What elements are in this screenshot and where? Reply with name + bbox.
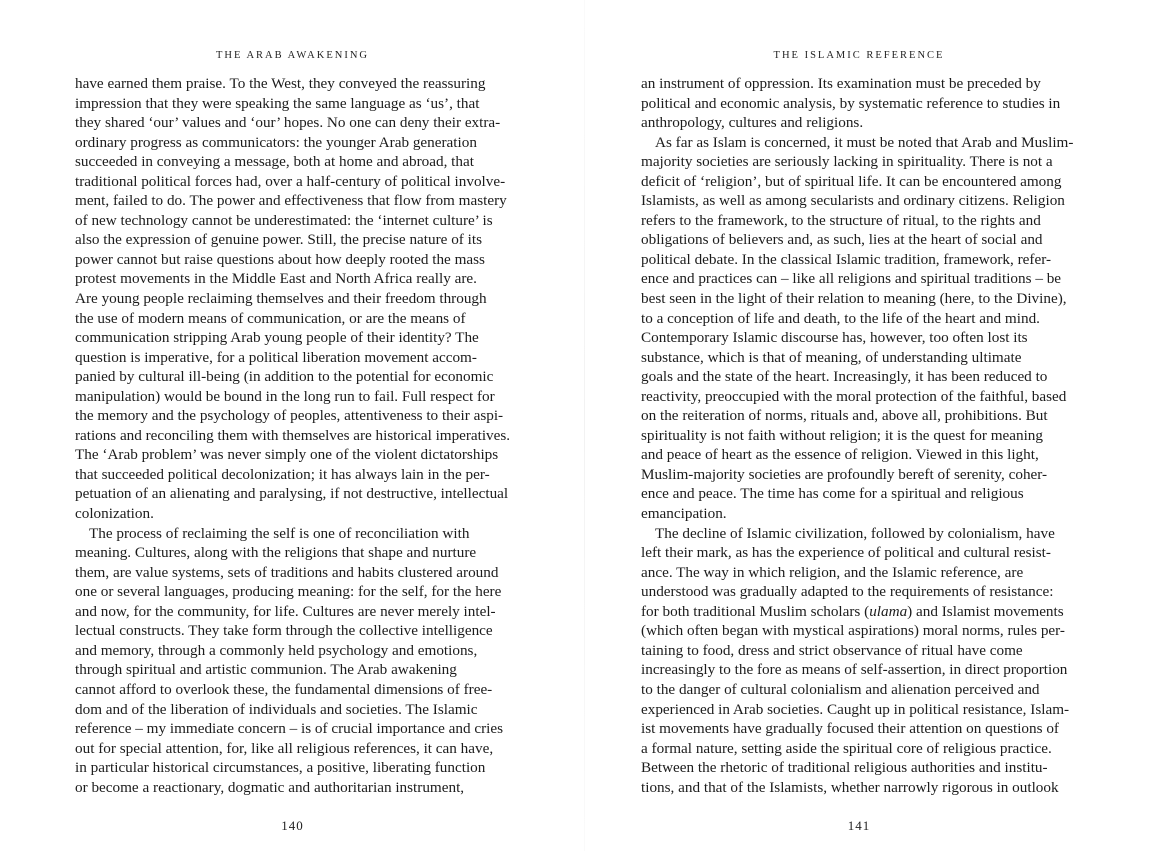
text-line: Are young people reclaiming themselves and their freedom through	[75, 290, 487, 308]
text-line: Muslim-majority societies are profoundly bereft of serenity, coher-	[641, 465, 1048, 483]
text-line: As far as Islam is concerned, it must be noted that Arab and Muslim-	[655, 133, 1074, 151]
text-line: left their mark, as has the experience of political and cultural resist-	[641, 544, 1051, 562]
text-line: Between the rhetoric of traditional religious authorities and institu-	[641, 759, 1048, 777]
text-line: of new technology cannot be underestimated: the ‘internet culture’ is	[75, 211, 493, 229]
text-line: they shared ‘our’ values and ‘our’ hopes. No one can deny their extra-	[75, 114, 501, 132]
text-line: majority societies are seriously lacking in spirituality. There is not a	[641, 153, 1053, 171]
text-line: colonization.	[75, 505, 154, 523]
text-line: or become a reactionary, dogmatic and authoritarian instrument,	[75, 778, 465, 796]
text-line: goals and the state of the heart. Increasingly, it has been reduced to	[641, 368, 1048, 386]
text-line: protest movements in the Middle East and North Africa really are.	[75, 270, 477, 288]
text-line: best seen in the light of their relation to meaning (here, to the Divine),	[641, 290, 1067, 308]
text-line: meaning. Cultures, along with the religions that shape and nurture	[75, 544, 477, 562]
text-line: that succeeded political decolonization; it has always lain in the per-	[75, 465, 490, 483]
page-number: 141	[847, 818, 871, 833]
text-line: deficit of ‘religion’, but of spiritual life. It can be encountered among	[641, 172, 1062, 190]
text-line: in particular historical circumstances, a positive, liberating function	[75, 759, 486, 777]
text-line: The decline of Islamic civilization, followed by colonialism, have	[655, 524, 1055, 542]
text-line: ist movements have gradually focused their attention on questions of	[641, 720, 1059, 738]
text-line: through spiritual and artistic communion. The Arab awakening	[75, 661, 457, 679]
running-head: THE ISLAMIC REFERENCE	[773, 50, 945, 61]
text-line: and peace of heart as the essence of religion. Viewed in this light,	[641, 446, 1039, 464]
text-line: a formal nature, setting aside the spiritual core of religious practice.	[641, 739, 1052, 757]
text-line: taining to food, dress and strict observance of ritual have come	[641, 641, 1023, 659]
text-line: ment, failed to do. The power and effectiveness that flow from mastery	[75, 192, 507, 210]
text-line: ence and peace. The time has come for a spiritual and religious	[641, 485, 1024, 503]
text-line: experienced in Arab societies. Caught up in political resistance, Islam-	[641, 700, 1070, 718]
text-line: succeeded in conveying a message, both at home and abroad, that	[75, 153, 474, 171]
text-line: communication stripping Arab young people of their identity? The	[75, 329, 479, 347]
text-line: refers to the framework, to the structure of ritual, to the rights and	[641, 211, 1041, 229]
page-number: 140	[281, 818, 304, 833]
text-line: cannot afford to overlook these, the fundamental dimensions of free-	[75, 680, 493, 698]
text-line: the memory and the psychology of peoples, attentiveness to their aspi-	[75, 407, 504, 425]
text-line: (which often began with mystical aspirations) moral norms, rules per-	[641, 622, 1065, 640]
text-line: out for special attention, for, like all religious references, it can have,	[75, 739, 494, 757]
text-line: anthropology, cultures and religions.	[641, 114, 864, 132]
book-gutter	[584, 0, 585, 851]
text-line: substance, which is that of meaning, of understanding ultimate	[641, 348, 1022, 366]
text-line: understood was gradually adapted to the requirements of resistance:	[641, 583, 1054, 601]
text-line: obligations of believers and, as such, lies at the heart of social and	[641, 231, 1043, 249]
text-line: The process of reclaiming the self is one of reconciliation with	[89, 524, 470, 542]
text-line: and now, for the community, for life. Cultures are never merely intel-	[75, 602, 496, 620]
text-line: dom and of the liberation of individuals and societies. The Islamic	[75, 700, 478, 718]
body-text	[75, 74, 510, 797]
text-line: to the danger of cultural colonialism and alienation perceived and	[641, 680, 1040, 698]
text-line: power cannot but raise questions about how deeply rooted the mass	[75, 250, 485, 268]
text-line: tions, and that of the Islamists, whether narrowly rigorous in outlook	[641, 778, 1059, 796]
running-head: THE ARAB AWAKENING	[216, 50, 369, 61]
text-line: an instrument of oppression. Its examination must be preceded by	[641, 75, 1041, 92]
text-line: emancipation.	[641, 505, 727, 523]
text-line: impression that they were speaking the same language as ‘us’, that	[75, 94, 480, 112]
right-page	[641, 0, 1077, 851]
text-line: lectual constructs. They take form through the collective intelligence	[75, 622, 493, 640]
text-line: ance. The way in which religion, and the Islamic reference, are	[641, 563, 1024, 581]
text-line: and memory, through a commonly held psychology and emotions,	[75, 641, 478, 659]
text-line: increasingly to the fore as means of self-assertion, in direct proportion	[641, 661, 1068, 679]
text-line: rations and reconciling them with themselves are historical imperatives.	[75, 426, 510, 444]
text-line: ence and practices can – like all religions and spiritual traditions – be	[641, 270, 1062, 288]
text-line: have earned them praise. To the West, they conveyed the reassuring	[75, 75, 486, 92]
text-line: ordinary progress as communicators: the younger Arab generation	[75, 133, 477, 151]
text-line: to a conception of life and death, to the life of the heart and mind.	[641, 309, 1040, 327]
text-line: question is imperative, for a political liberation movement accom-	[75, 348, 477, 366]
italic-term: ulama	[869, 602, 908, 620]
text-line: The ‘Arab problem’ was never simply one of the violent dictatorships	[75, 446, 499, 464]
text-line: traditional political forces had, over a half-century of political involve-	[75, 172, 506, 190]
text-line: manipulation) would be bound in the long run to fail. Full respect for	[75, 387, 495, 405]
text-line: panied by cultural ill-being (in addition to the potential for economic	[75, 368, 494, 386]
text-line: spirituality is not faith without religion; it is the quest for meaning	[641, 426, 1043, 444]
text-line: petuation of an alienating and paralysing, if not destructive, intellectual	[75, 485, 509, 503]
text-line: reference – my immediate concern – is of crucial importance and cries	[75, 720, 504, 738]
text-line: Contemporary Islamic discourse has, however, too often lost its	[641, 329, 1028, 347]
text-line: Islamists, as well as among secularists and ordinary citizens. Religion	[641, 192, 1065, 210]
left-page	[75, 0, 510, 851]
text-line: on the reiteration of norms, rituals and, above all, prohibitions. But	[641, 407, 1048, 425]
text-line: the use of modern means of communication, or are the means of	[75, 309, 466, 327]
text-line: also the expression of genuine power. Still, the precise nature of its	[75, 231, 483, 249]
text-line: reactivity, preoccupied with the moral protection of the faithful, based	[641, 387, 1067, 405]
text-line: political and economic analysis, by systematic reference to studies in	[641, 94, 1061, 112]
text-line: for both traditional Muslim scholars (ulama) and Islamist movements	[641, 602, 1064, 620]
text-line: them, are value systems, sets of traditions and habits clustered around	[75, 563, 499, 581]
text-line: political debate. In the classical Islamic tradition, framework, refer-	[641, 250, 1052, 268]
body-text	[641, 74, 1077, 797]
text-line: one or several languages, producing meaning: for the self, for the here	[75, 583, 502, 601]
